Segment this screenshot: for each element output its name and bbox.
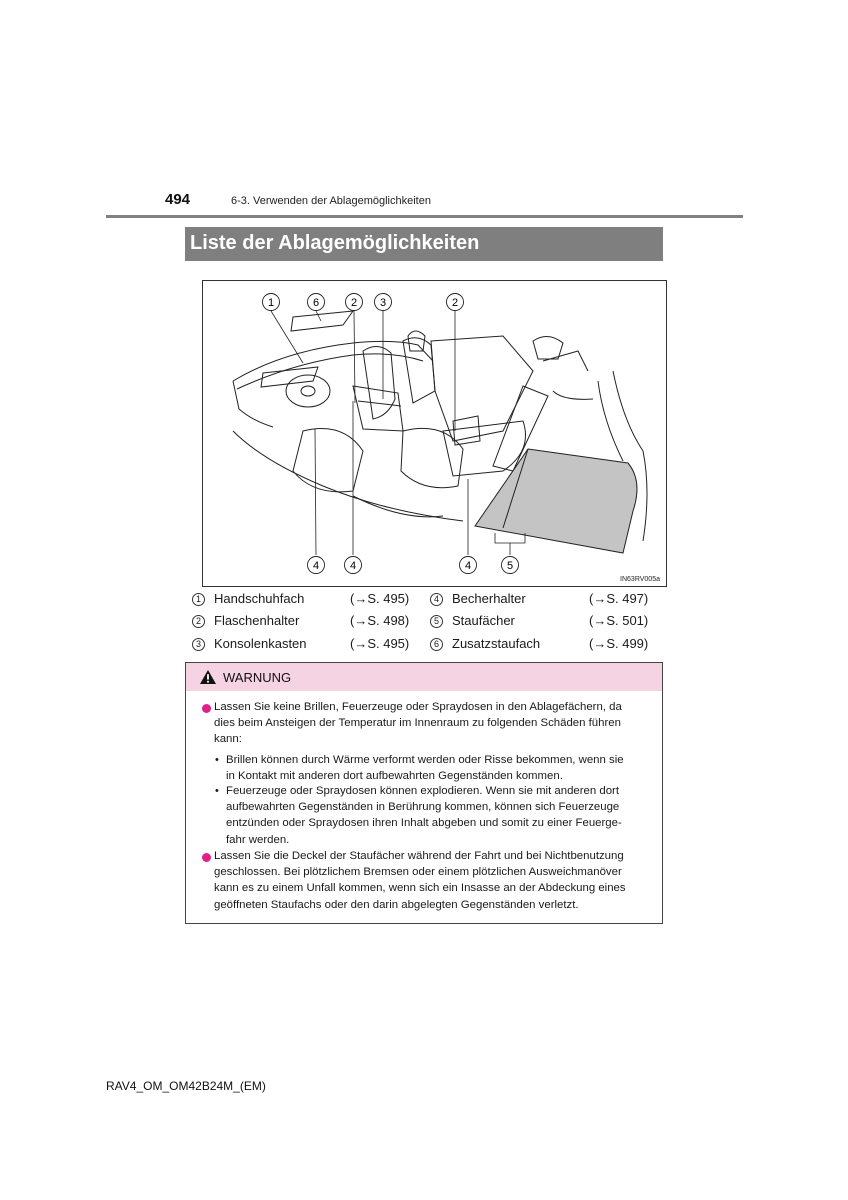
callout-top-2a	[346, 294, 363, 311]
text-line: fahr werden.	[226, 833, 290, 846]
warning-header	[186, 663, 662, 691]
interior-line-drawing	[203, 281, 668, 588]
warning-paragraph-1	[214, 699, 658, 748]
warning-box	[185, 662, 663, 924]
legend-number: 3	[192, 638, 205, 651]
text-line: Brillen können durch Wärme verformt werden oder Risse bekommen, wenn sie	[226, 754, 624, 766]
legend-row	[192, 591, 652, 611]
bullet-dot-icon	[202, 853, 211, 862]
warning-title: WARNUNG	[223, 670, 292, 685]
callout-top-6	[308, 294, 325, 311]
legend-row	[192, 613, 652, 633]
warning-subpoint-2	[226, 783, 658, 848]
legend-number: 6	[430, 638, 443, 651]
legend-page-ref: (→S. 501)	[589, 613, 649, 628]
legend-page-ref: (→S. 495)	[350, 591, 410, 606]
svg-text:1: 1	[267, 297, 275, 309]
legend-page-ref: (→S. 499)	[589, 636, 649, 651]
text-line: Lassen Sie keine Brillen, Feuerzeuge oder Spraydosen in den Ablagefächern, da	[214, 701, 622, 713]
legend-page-ref: (→S. 498)	[350, 613, 410, 628]
page-number: 494	[165, 191, 191, 208]
callout-top-2b	[447, 294, 464, 311]
text-line: kann es zu einem Unfall kommen, wenn sich ein Insasse an der Abdeckung eines	[214, 882, 626, 895]
svg-text:6: 6	[312, 297, 320, 309]
sub-bullet-icon: •	[215, 754, 219, 766]
text-line: aufbewahrten Gegenständen in Berührung kommen, können sich Feuerzeuge	[226, 801, 620, 814]
legend-label: Konsolenkasten	[214, 636, 307, 651]
text-line: Lassen Sie die Deckel der Staufächer während der Fahrt und bei Nichtbenutzung	[214, 850, 624, 862]
legend-number: 5	[430, 615, 443, 628]
legend-label: Zusatzstaufach	[452, 636, 541, 651]
text-line: kann:	[214, 733, 242, 746]
page-title: Liste der Ablagemöglichkeiten	[185, 227, 663, 261]
sub-bullet-icon: •	[215, 785, 219, 797]
legend-number: 1	[192, 593, 205, 606]
legend-row	[192, 636, 652, 656]
callout-top-3	[375, 294, 392, 311]
warning-triangle-icon	[199, 669, 217, 685]
svg-text:4: 4	[464, 560, 472, 572]
text-line: geschlossen. Bei plötzlichem Bremsen oder einem plötzlichen Ausweichmanöver	[214, 866, 622, 879]
header-divider	[106, 215, 743, 218]
svg-text:5: 5	[506, 560, 514, 572]
svg-text:4: 4	[349, 560, 357, 572]
legend-number: 4	[430, 593, 443, 606]
svg-text:4: 4	[312, 560, 320, 572]
text-line: in Kontakt mit anderen dort aufbewahrten Gegenständen kommen.	[226, 770, 563, 783]
svg-text:2: 2	[451, 297, 459, 309]
text-line: geöffneten Staufachs oder den darin abgelegten Gegenständen verletzt.	[214, 898, 579, 911]
svg-text:2: 2	[350, 297, 358, 309]
callout-bottom-4b	[345, 557, 362, 574]
legend-label: Flaschenhalter	[214, 613, 300, 628]
callout-top-1	[263, 294, 280, 311]
bullet-dot-icon	[202, 704, 211, 713]
callout-bottom-4c	[460, 557, 477, 574]
figure-id: IN63RV005a	[620, 576, 660, 583]
legend-label: Becherhalter	[452, 591, 526, 606]
legend-number: 2	[192, 615, 205, 628]
text-line: entzünden oder Spraydosen ihren Inhalt abgeben und somit zu einer Feuerge-	[226, 817, 622, 830]
callout-bottom-5	[502, 557, 519, 574]
warning-subpoint-1	[226, 752, 658, 784]
text-line: dies beim Ansteigen der Temperatur im Innenraum zu folgenden Schäden führen	[214, 717, 621, 730]
callout-bottom-4a	[308, 557, 325, 574]
section-reference: 6-3. Verwenden der Ablagemöglichkeiten	[231, 195, 431, 207]
legend-page-ref: (→S. 495)	[350, 636, 410, 651]
legend-label: Staufächer	[452, 613, 515, 628]
car-interior-illustration	[202, 280, 667, 587]
warning-paragraph-2	[214, 848, 658, 913]
text-line: Feuerzeuge oder Spraydosen können explodieren. Wenn sie mit anderen dort	[226, 785, 620, 797]
legend-page-ref: (→S. 497)	[589, 591, 649, 606]
svg-text:3: 3	[379, 297, 387, 309]
document-footer: RAV4_OM_OM42B24M_(EM)	[106, 1079, 266, 1093]
legend-label: Handschuhfach	[214, 591, 305, 606]
